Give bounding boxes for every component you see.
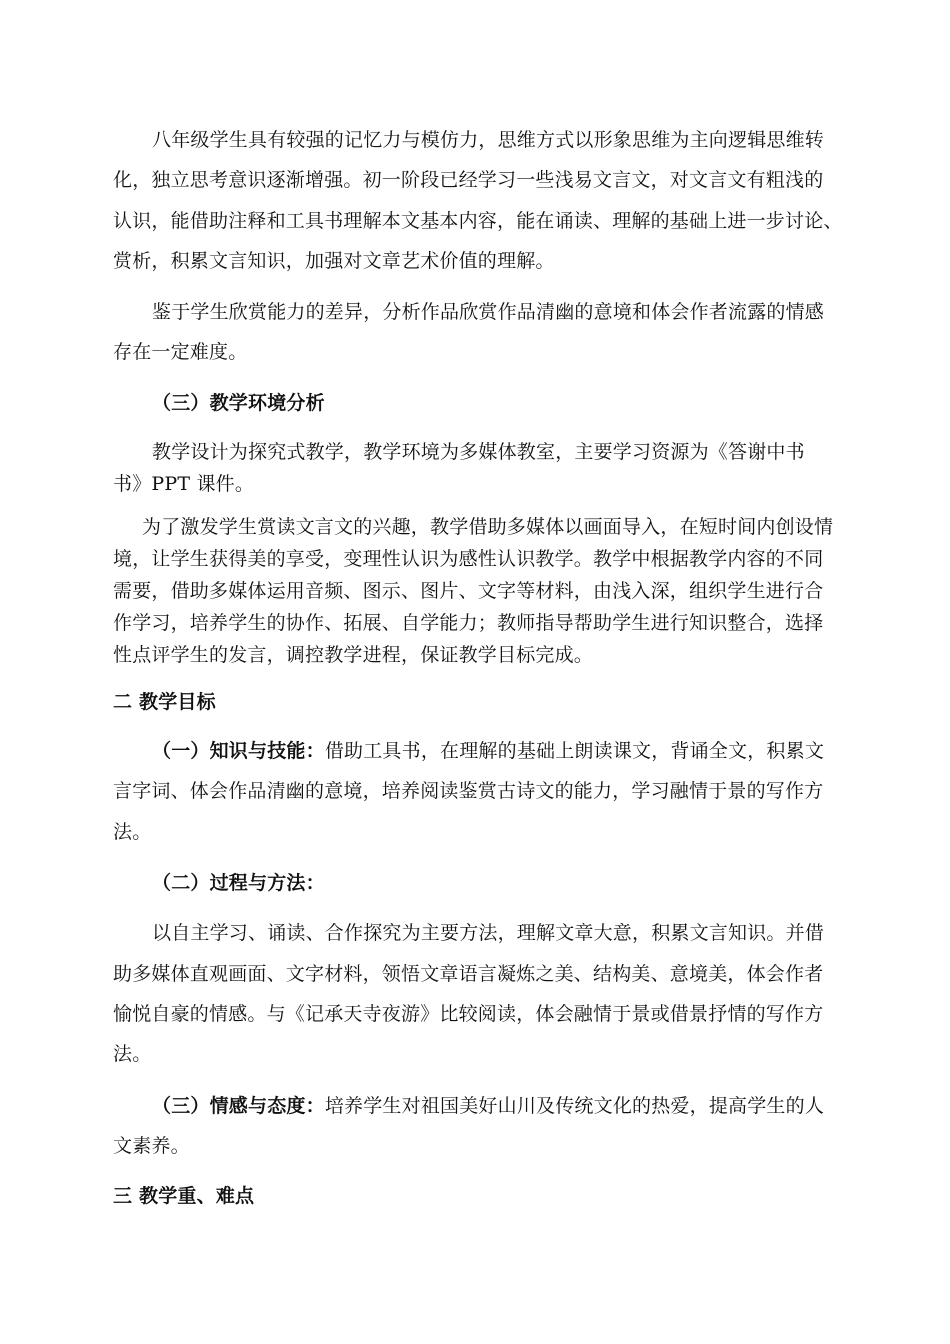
text-line: 作学习，培养学生的协作、拓展、自学能力；教师指导帮助学生进行知识整合，选择 <box>113 612 824 634</box>
text-line: 法。 <box>113 1043 152 1065</box>
text-line: 为了激发学生赏读文言文的兴趣，教学借助多媒体以画面导入，在短时间内创设情 <box>142 516 834 538</box>
text-line: 教学设计为探究式教学，教学环境为多媒体教室，主要学习资源为《答谢中书 <box>152 441 805 463</box>
text-line <box>152 739 824 763</box>
objective-text: 培养学生对祖国美好山川及传统文化的热爱，提高学生的人 <box>324 1095 825 1117</box>
text-line: 法。 <box>113 821 152 843</box>
section-heading: 二 教学目标 <box>113 691 216 713</box>
text-line: 存在一定难度。 <box>113 341 248 363</box>
text-line: 愉悦自豪的情感。与《记承天寺夜游》比较阅读，体会融情于景或借景抒情的写作方 <box>113 1003 824 1025</box>
text-line: 助多媒体直观画面、文字材料，领悟文章语言凝炼之美、结构美、意境美，体会作者 <box>113 963 824 985</box>
text-line: 以自主学习、诵读、合作探究为主要方法，理解文章大意，积累文言知识。并借 <box>152 922 825 944</box>
objective-text: 借助工具书，在理解的基础上朗读课文，背诵全文，积累文 <box>324 740 825 762</box>
section-heading: （二）过程与方法： <box>152 872 325 894</box>
text-line <box>152 1094 824 1118</box>
text-line: 境，让学生获得美的享受，变理性认识为感性认识教学。教学中根据教学内容的不同 <box>113 548 824 570</box>
objective-label: （三）情感与态度： <box>152 1095 325 1117</box>
text-line: 鉴于学生欣赏能力的差异，分析作品欣赏作品清幽的意境和体会作者流露的情感 <box>152 301 825 323</box>
text-line: 书》PPT 课件。 <box>113 473 255 495</box>
text-line: 性点评学生的发言，调控教学进程，保证教学目标完成。 <box>113 644 594 666</box>
objective-label: （一）知识与技能： <box>152 740 325 762</box>
text-line: 赏析，积累文言知识，加强对文章艺术价值的理解。 <box>113 250 555 272</box>
text-line: 需要，借助多媒体运用音频、图示、图片、文字等材料，由浅入深，组织学生进行合 <box>113 580 824 602</box>
text-line: 言字词、体会作品清幽的意境，培养阅读鉴赏古诗文的能力，学习融情于景的写作方 <box>113 780 824 802</box>
text-line: 认识，能借助注释和工具书理解本文基本内容，能在诵读、理解的基础上进一步讨论、 <box>113 210 843 232</box>
text-line: 文素养。 <box>113 1135 190 1157</box>
text-line: 化，独立思考意识逐渐增强。初一阶段已经学习一些浅易文言文，对文言文有粗浅的 <box>113 169 824 191</box>
section-heading: （三）教学环境分析 <box>152 392 325 414</box>
text-line: 八年级学生具有较强的记忆力与模仿力，思维方式以形象思维为主向逻辑思维转 <box>152 129 825 151</box>
section-heading: 三 教学重、难点 <box>113 1185 255 1207</box>
